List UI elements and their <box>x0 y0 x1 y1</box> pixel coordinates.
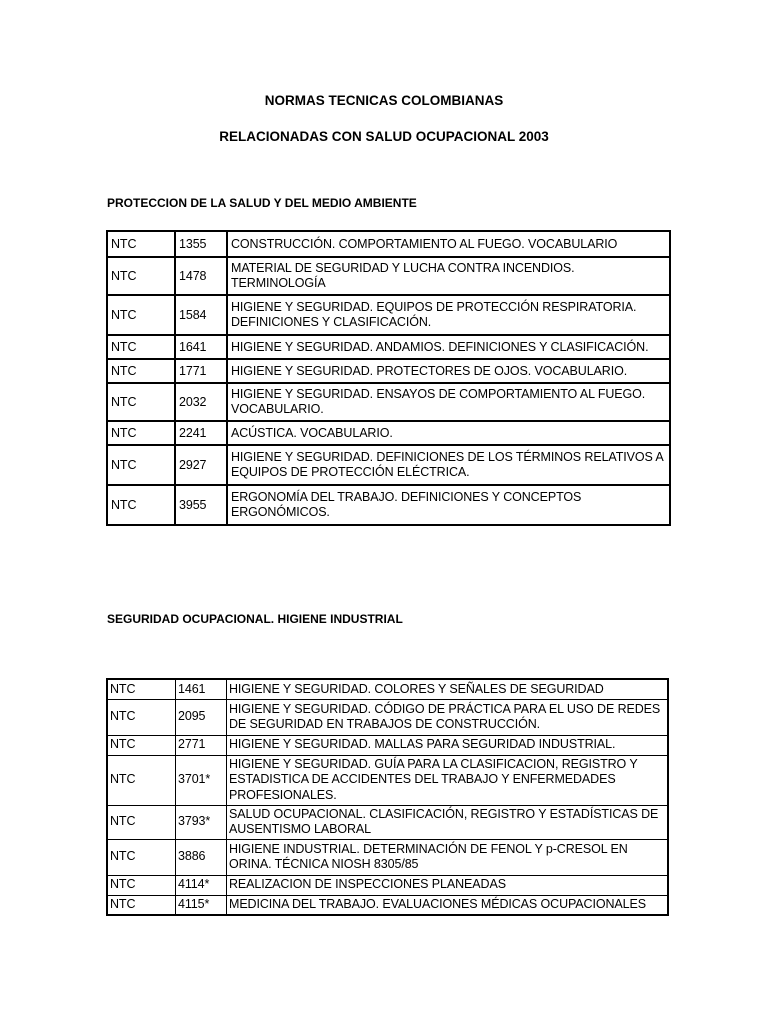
standards-table-health-environment <box>106 230 671 526</box>
standard-number-cell: 2927 <box>175 445 227 485</box>
standard-type-cell: NTC <box>107 805 176 839</box>
standard-type-cell: NTC <box>107 383 175 421</box>
standard-type-cell: NTC <box>107 257 175 295</box>
standard-type-cell: NTC <box>107 679 176 699</box>
standard-description-cell: HIGIENE Y SEGURIDAD. EQUIPOS DE PROTECCIÓN RESPIRATORIA. DEFINICIONES Y CLASIFICACIÓN. <box>227 295 670 335</box>
standard-description-cell: REALIZACION DE INSPECCIONES PLANEADAS <box>227 875 669 895</box>
standard-type-cell: NTC <box>107 335 175 359</box>
standard-type-cell: NTC <box>107 485 175 525</box>
table-row <box>107 839 668 875</box>
table-row <box>107 335 670 359</box>
standard-description-cell: HIGIENE Y SEGURIDAD. DEFINICIONES DE LOS TÉRMINOS RELATIVOS A EQUIPOS DE PROTECCIÓN ELÉCTRICA. <box>227 445 670 485</box>
table-row <box>107 805 668 839</box>
standard-number-cell: 2095 <box>176 699 227 735</box>
standard-number-cell: 3886 <box>176 839 227 875</box>
standard-number-cell: 3955 <box>175 485 227 525</box>
standard-number-cell: 1461 <box>176 679 227 699</box>
standard-number-cell: 1584 <box>175 295 227 335</box>
standard-number-cell: 2771 <box>176 735 227 755</box>
table-row <box>107 735 668 755</box>
standard-description-cell: ERGONOMÍA DEL TRABAJO. DEFINICIONES Y CONCEPTOS ERGONÓMICOS. <box>227 485 670 525</box>
table-row <box>107 359 670 383</box>
standard-description-cell: HIGIENE Y SEGURIDAD. ANDAMIOS. DEFINICIONES Y CLASIFICACIÓN. <box>227 335 670 359</box>
standard-description-cell: HIGIENE Y SEGURIDAD. GUÍA PARA LA CLASIFICACION, REGISTRO Y ESTADISTICA DE ACCIDENTES DEL TRABAJO Y ENFERMEDADES PROFESIONALES. <box>227 755 669 805</box>
standard-type-cell: NTC <box>107 421 175 445</box>
standard-description-cell: MATERIAL DE SEGURIDAD Y LUCHA CONTRA INCENDIOS. TERMINOLOGÍA <box>227 257 670 295</box>
standard-number-cell: 3793* <box>176 805 227 839</box>
document-title: NORMAS TECNICAS COLOMBIANAS <box>264 93 504 108</box>
standard-number-cell: 1771 <box>175 359 227 383</box>
standard-description-cell: HIGIENE Y SEGURIDAD. PROTECTORES DE OJOS. VOCABULARIO. <box>227 359 670 383</box>
table-row <box>107 295 670 335</box>
standard-description-cell: HIGIENE INDUSTRIAL. DETERMINACIÓN DE FENOL Y p-CRESOL EN ORINA. TÉCNICA NIOSH 8305/85 <box>227 839 669 875</box>
document-subtitle: RELACIONADAS CON SALUD OCUPACIONAL 2003 <box>219 129 549 144</box>
standard-number-cell: 2032 <box>175 383 227 421</box>
standard-number-cell: 3701* <box>176 755 227 805</box>
table-row <box>107 699 668 735</box>
standard-type-cell: NTC <box>107 839 176 875</box>
section-heading-health-environment: PROTECCION DE LA SALUD Y DEL MEDIO AMBIENTE <box>107 196 417 210</box>
standard-description-cell: CONSTRUCCIÓN. COMPORTAMIENTO AL FUEGO. VOCABULARIO <box>227 231 670 257</box>
standard-type-cell: NTC <box>107 895 176 915</box>
standard-description-cell: HIGIENE Y SEGURIDAD. ENSAYOS DE COMPORTAMIENTO AL FUEGO. VOCABULARIO. <box>227 383 670 421</box>
standard-type-cell: NTC <box>107 875 176 895</box>
standard-type-cell: NTC <box>107 359 175 383</box>
table-row <box>107 383 670 421</box>
table-row <box>107 755 668 805</box>
table-row <box>107 421 670 445</box>
table-row <box>107 231 670 257</box>
standard-number-cell: 1478 <box>175 257 227 295</box>
standard-number-cell: 1355 <box>175 231 227 257</box>
standard-number-cell: 2241 <box>175 421 227 445</box>
standard-number-cell: 1641 <box>175 335 227 359</box>
table-row <box>107 679 668 699</box>
standard-description-cell: HIGIENE Y SEGURIDAD. COLORES Y SEÑALES DE SEGURIDAD <box>227 679 669 699</box>
table-row <box>107 875 668 895</box>
standard-type-cell: NTC <box>107 231 175 257</box>
standard-type-cell: NTC <box>107 735 176 755</box>
table-row <box>107 485 670 525</box>
standard-type-cell: NTC <box>107 699 176 735</box>
table-row <box>107 445 670 485</box>
standard-description-cell: ACÚSTICA. VOCABULARIO. <box>227 421 670 445</box>
standard-type-cell: NTC <box>107 445 175 485</box>
standard-description-cell: MEDICINA DEL TRABAJO. EVALUACIONES MÉDICAS OCUPACIONALES <box>227 895 669 915</box>
standard-description-cell: HIGIENE Y SEGURIDAD. MALLAS PARA SEGURIDAD INDUSTRIAL. <box>227 735 669 755</box>
table-row <box>107 895 668 915</box>
standard-description-cell: HIGIENE Y SEGURIDAD. CÓDIGO DE PRÁCTICA PARA EL USO DE REDES DE SEGURIDAD EN TRABAJOS DE CONSTRUCCIÓN. <box>227 699 669 735</box>
standard-type-cell: NTC <box>107 755 176 805</box>
section-heading-occupational-safety: SEGURIDAD OCUPACIONAL. HIGIENE INDUSTRIAL <box>107 612 403 626</box>
standard-description-cell: SALUD OCUPACIONAL. CLASIFICACIÓN, REGISTRO Y ESTADÍSTICAS DE AUSENTISMO LABORAL <box>227 805 669 839</box>
standards-table-occupational-safety <box>106 678 669 916</box>
table-row <box>107 257 670 295</box>
standard-type-cell: NTC <box>107 295 175 335</box>
standard-number-cell: 4115* <box>176 895 227 915</box>
standard-number-cell: 4114* <box>176 875 227 895</box>
